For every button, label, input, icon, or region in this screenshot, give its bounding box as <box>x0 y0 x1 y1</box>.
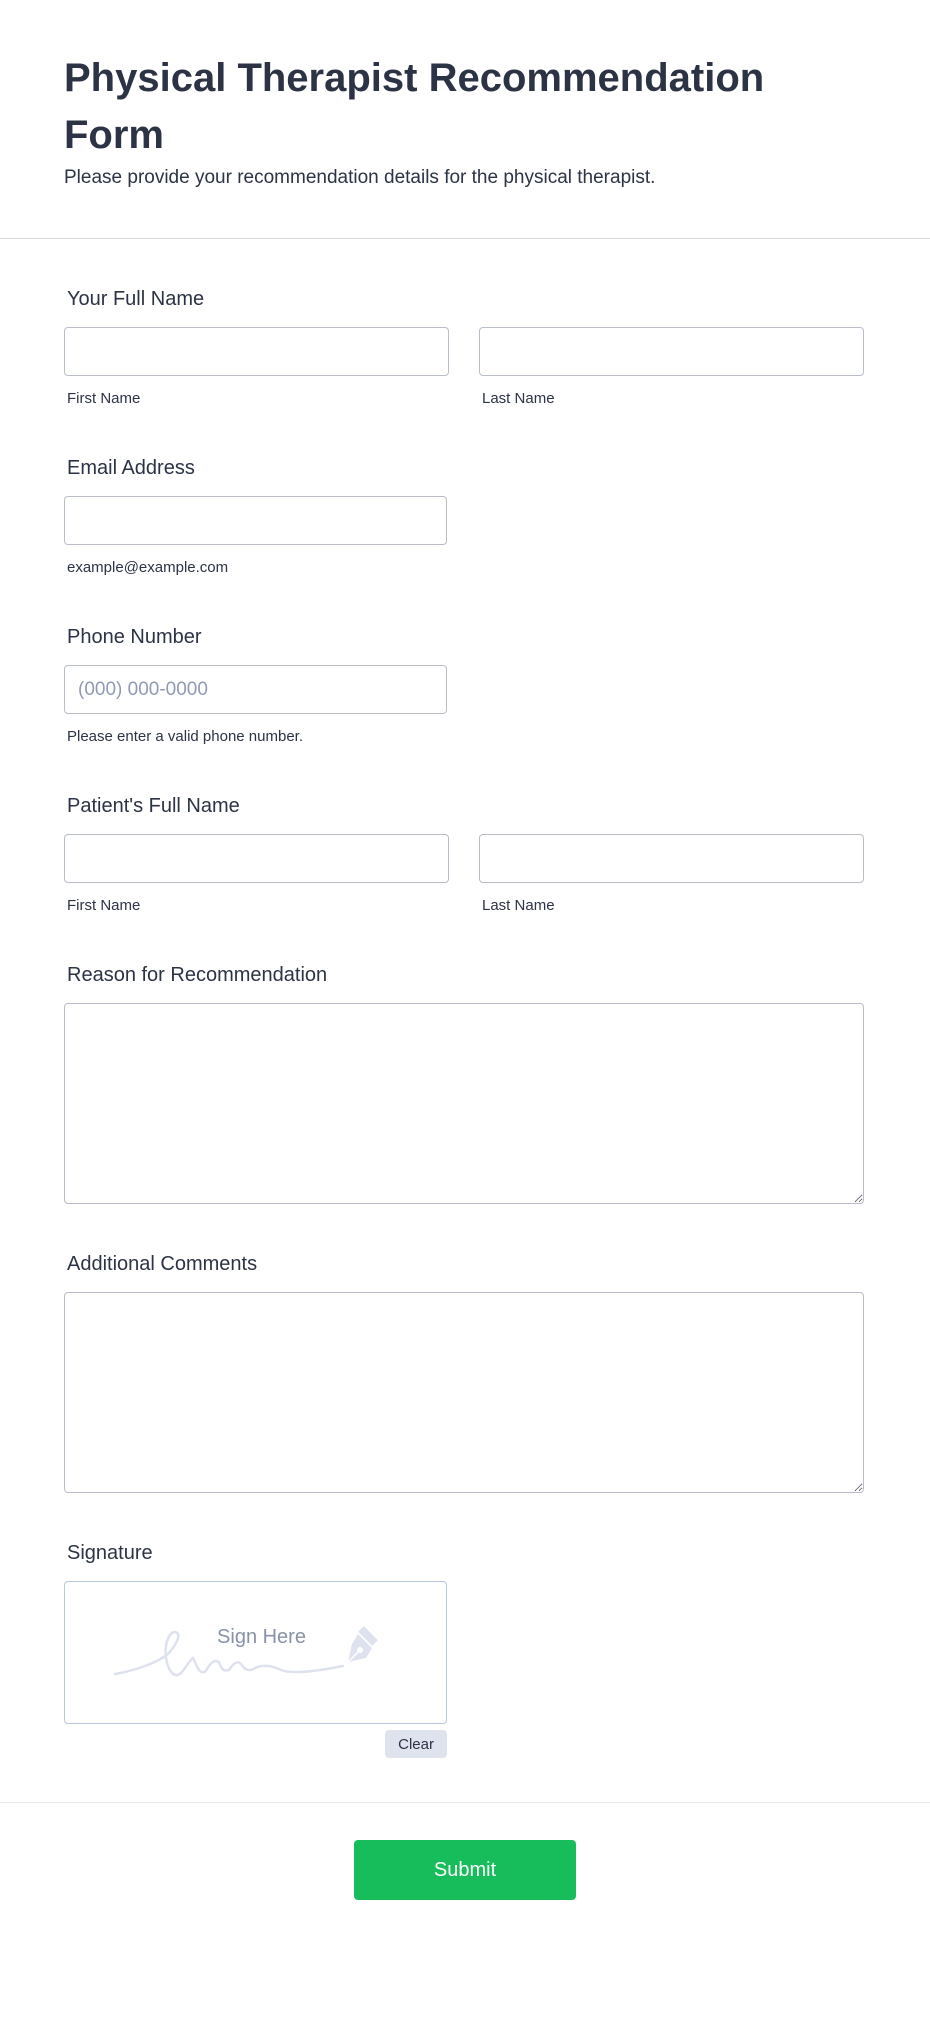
pen-nib-icon <box>342 1624 384 1666</box>
field-email-address <box>64 408 866 577</box>
field-label: Patient's Full Name <box>67 795 240 817</box>
field-label: Additional Comments <box>67 1253 258 1275</box>
patient-first-name-input[interactable] <box>64 834 449 883</box>
last-name-sublabel: Last Name <box>482 390 555 407</box>
page-title: Physical Therapist Recommendation Form <box>64 56 765 157</box>
field-label: Phone Number <box>67 626 202 648</box>
patient-last-name-input[interactable] <box>479 834 864 883</box>
form-body <box>0 239 930 1758</box>
clear-signature-button[interactable]: Clear <box>385 1730 447 1758</box>
form-footer <box>0 1802 930 1946</box>
signature-placeholder: Sign Here <box>217 1626 306 1648</box>
submit-button[interactable]: Submit <box>354 1840 576 1900</box>
phone-sublabel: Please enter a valid phone number. <box>67 728 303 745</box>
field-phone-number <box>64 577 866 746</box>
field-your-full-name <box>64 239 866 408</box>
field-additional-comments <box>64 1204 866 1493</box>
comments-textarea[interactable] <box>64 1292 864 1493</box>
field-label: Your Full Name <box>67 288 205 310</box>
your-last-name-input[interactable] <box>479 327 864 376</box>
field-label: Signature <box>67 1542 153 1564</box>
field-reason-for-recommendation <box>64 915 866 1204</box>
last-name-sublabel: Last Name <box>482 897 555 914</box>
field-label: Reason for Recommendation <box>67 964 328 986</box>
field-label: Email Address <box>67 457 195 479</box>
reason-textarea[interactable] <box>64 1003 864 1204</box>
signature-pad[interactable] <box>64 1581 447 1724</box>
field-patient-full-name <box>64 746 866 915</box>
form-header <box>0 0 930 239</box>
field-signature <box>64 1493 866 1758</box>
email-sublabel: example@example.com <box>67 559 229 576</box>
first-name-sublabel: First Name <box>67 390 141 407</box>
email-input[interactable] <box>64 496 447 545</box>
phone-input[interactable] <box>64 665 447 714</box>
your-first-name-input[interactable] <box>64 327 449 376</box>
page-subtitle: Please provide your recommendation details for the physical therapist. <box>64 167 656 188</box>
first-name-sublabel: First Name <box>67 897 141 914</box>
